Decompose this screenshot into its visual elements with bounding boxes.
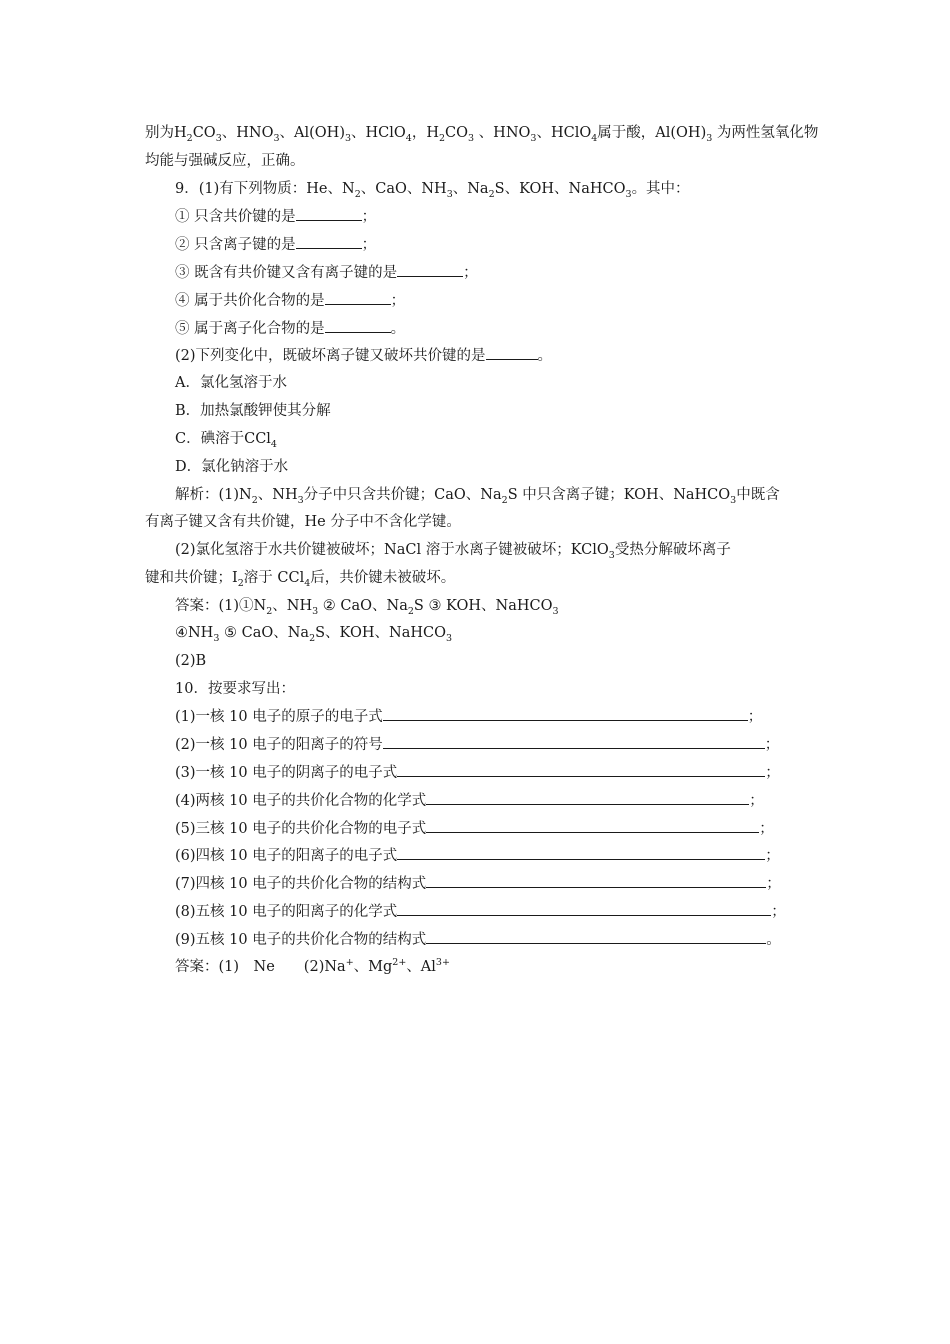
answer-blank[interactable] — [397, 762, 765, 777]
q10-item-6: (6)四核 10 电子的阳离子的电子式 ； — [175, 845, 780, 866]
q10-item-8: (8)五核 10 电子的阳离子的化学式 ； — [175, 901, 786, 922]
q10-item-3: (3)一核 10 电子的阴离子的电子式 ； — [175, 762, 780, 783]
q9-item-3: ③ 既含有共价键又含有离子键的是 ； — [175, 262, 478, 283]
answer-blank[interactable] — [296, 234, 362, 249]
q10-item-5: (5)三核 10 电子的共价化合物的电子式 ； — [175, 818, 774, 839]
q10-item-9: (9)五核 10 电子的共价化合物的结构式 。 — [175, 929, 781, 950]
q10-answer: 答案：(1) Ne (2)Na+、$Mg^{2+}$、$Al^{3+}$ — [175, 957, 450, 975]
answer-blank[interactable] — [426, 818, 759, 833]
q9-analysis-2: (2)氯化氢溶于水共价键被破坏；NaCl 溶于水离子键被破坏；KClO$_3$受热分解破坏离子 — [175, 542, 731, 561]
q9-option-d: D．氯化钠溶于水 — [175, 459, 289, 475]
answer-blank[interactable] — [426, 790, 749, 805]
answer-blank[interactable] — [383, 734, 765, 749]
q10-item-1: (1)一核 10 电子的原子的电子式 ； — [175, 706, 762, 727]
answer-blank[interactable] — [325, 290, 391, 305]
q9-answer-3: (2)B — [175, 653, 207, 669]
q9-analysis-2-cont: 键和共价键；$I_2$溶于 CCl$_4$后，共价键未被破坏。 — [145, 570, 456, 589]
answer-blank[interactable] — [397, 901, 771, 916]
q9-analysis-1: 解析：$(1)N_2$、$NH_3$分子中只含共价键；CaO、$Na_2S$ 中只含离子键；KOH、NaHCO$_3$中既含 — [175, 487, 780, 506]
answer-blank[interactable] — [383, 706, 748, 721]
q9-item-2: ② 只含离子键的是 ； — [175, 234, 376, 255]
answer-blank[interactable] — [325, 318, 391, 333]
answer-blank[interactable] — [486, 345, 538, 360]
intro-line-1: 别为$H_2CO_3$、$HNO_3$、$Al(OH)_3$、HClO$_4$，$H_2CO_3$ 、$HNO_3$、HClO$_4$属于酸，$Al(OH)_3$ 为两性氢氧化物 — [145, 125, 819, 144]
q9-stem: 9．(1)有下列物质：He、$N_2$、CaO、$NH_3$、$Na_2S$、KOH、NaHCO$_3$。其中： — [175, 181, 690, 200]
answer-blank[interactable] — [296, 206, 362, 221]
q9-option-c: C．碘溶于CCl$_4$ — [175, 431, 277, 450]
q10-item-7: (7)四核 10 电子的共价化合物的结构式 ； — [175, 873, 781, 894]
q9-item-4: ④ 属于共价化合物的是 ； — [175, 290, 405, 311]
q9-item-5: ⑤ 属于离子化合物的是 。 — [175, 318, 405, 339]
q10-item-4: (4)两核 10 电子的共价化合物的化学式 ； — [175, 790, 764, 811]
q10-item-2: (2)一核 10 电子的阳离子的符号 ； — [175, 734, 779, 755]
q9-answer-2: $④NH_3$ ⑤ CaO、$Na_2S$、KOH、NaHCO$_3$ — [175, 625, 453, 644]
q9-option-b: B．加热氯酸钾使其分解 — [175, 403, 331, 419]
answer-blank[interactable] — [397, 845, 765, 860]
q9-answer-1: 答案：$(1)①N_2$、$NH_3$ ② CaO、$Na_2S$ ③ KOH、NaHCO$_3$ — [175, 598, 559, 617]
answer-blank[interactable] — [426, 873, 766, 888]
intro-line-2: 均能与强碱反应，正确。 — [145, 153, 305, 169]
q9-item-1: ① 只含共价键的是 ； — [175, 206, 376, 227]
q9-option-a: A．氯化氢溶于水 — [175, 375, 287, 391]
answer-blank[interactable] — [397, 262, 463, 277]
answer-blank[interactable] — [426, 929, 766, 944]
q9-analysis-1-cont: 有离子键又含有共价键，He 分子中不含化学键。 — [145, 514, 461, 530]
q9-part2: (2)下列变化中，既破坏离子键又破坏共价键的是 。 — [175, 345, 552, 366]
q10-stem: 10．按要求写出： — [175, 681, 295, 697]
